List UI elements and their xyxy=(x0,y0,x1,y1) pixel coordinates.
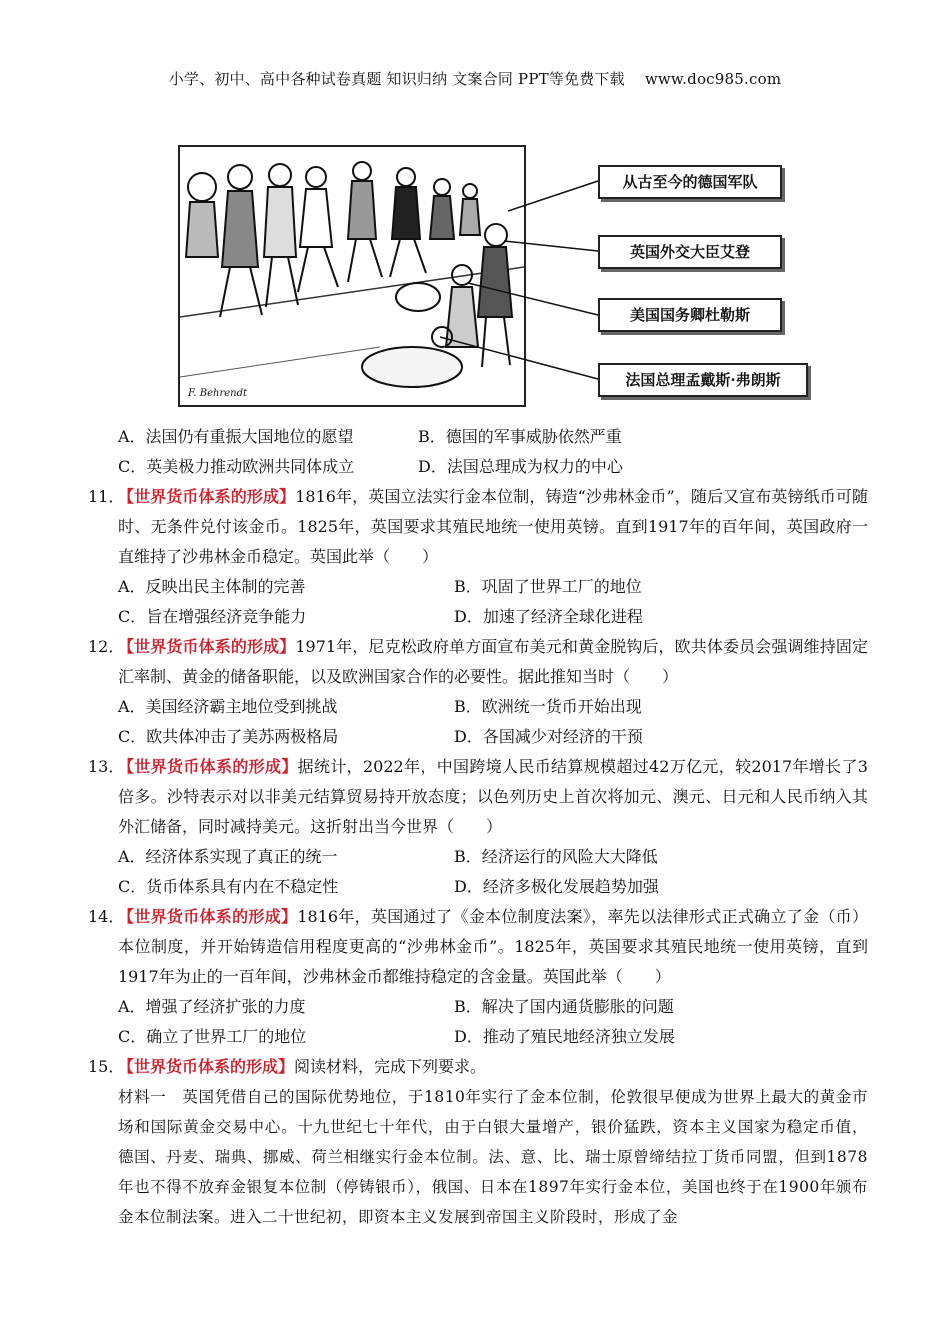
question-tag: 【世界货币体系的形成】 xyxy=(118,637,296,656)
q12-option-d[interactable]: D．各国减少对经济的干预 xyxy=(454,727,643,746)
question-tag: 【世界货币体系的形成】 xyxy=(118,757,298,776)
question-number: 13． xyxy=(88,757,125,776)
question-14 xyxy=(88,902,868,992)
callout-dulles: 美国国务卿杜勒斯 xyxy=(598,298,782,332)
question-number: 11． xyxy=(88,487,125,506)
q11-option-b[interactable]: B．巩固了世界工厂的地位 xyxy=(454,577,642,596)
q13-options-row2 xyxy=(88,872,868,902)
question-11 xyxy=(88,482,868,572)
q11-options-row1 xyxy=(88,572,868,602)
callout-mendes-france: 法国总理孟戴斯·弗朗斯 xyxy=(598,363,808,397)
q14-option-d[interactable]: D．推动了殖民地经济独立发展 xyxy=(454,1027,675,1046)
question-stem: 1816年，英国立法实行金本位制，铸造“沙弗林金币”，随后又宣布英镑纸币可随时、无条件兑付该金币。1825年，英国要求其殖民地统一使用英镑。直到1917年的百年间，英国政府一直维持了沙弗林金币稳定。英国此举（ ） xyxy=(118,487,868,566)
q13-option-a[interactable]: A．经济体系实现了真正的统一 xyxy=(118,847,338,866)
q11-options-row2 xyxy=(88,602,868,632)
material-one: 材料一 英国凭借自己的国际优势地位，于1810年实行了金本位制，伦敦很早便成为世界上最大的黄金市场和国际黄金交易中心。十九世纪七十年代，由于白银大量增产，银价猛跌，资本主义国家为稳定币值，德国、丹麦、瑞典、挪威、荷兰相继实行金本位制。法、意、比、瑞士原曾缔结拉丁货币同盟，但到1878年也不得不放弃金银复本位制（停铸银币），俄国、日本在1897年实行金本位，美国也终于在1900年颁布金本位制法案。进入二十世纪初，即资本主义发展到帝国主义阶段时，形成了金 xyxy=(118,1088,868,1226)
q11-option-c[interactable]: C．旨在增强经济竞争能力 xyxy=(118,607,307,626)
q12-option-b[interactable]: B．欧洲统一货币开始出现 xyxy=(454,697,642,716)
question-number: 12． xyxy=(88,637,125,656)
q12-options-row2 xyxy=(88,722,868,752)
question-stem: 1971年，尼克松政府单方面宣布美元和黄金脱钩后，欧共体委员会强调维持固定汇率制、黄金的储备职能，以及欧洲国家合作的必要性。据此推知当时（ ） xyxy=(118,637,868,686)
question-tag: 【世界货币体系的形成】 xyxy=(118,907,298,926)
q14-options-row2 xyxy=(88,1022,868,1052)
q12-option-c[interactable]: C．欧共体冲击了美苏两极格局 xyxy=(118,727,339,746)
q10-option-d[interactable]: D．法国总理成为权力的中心 xyxy=(418,457,623,476)
q13-option-b[interactable]: B．经济运行的风险大大降低 xyxy=(454,847,658,866)
cartoon-signature: F. Behrendt xyxy=(188,388,248,399)
q12-option-a[interactable]: A．美国经济霸主地位受到挑战 xyxy=(118,697,338,716)
question-tag: 【世界货币体系的形成】 xyxy=(118,1057,295,1076)
q14-option-c[interactable]: C．确立了世界工厂的地位 xyxy=(118,1027,307,1046)
q10-option-c[interactable]: C．英美极力推动欧洲共同体成立 xyxy=(118,457,355,476)
q14-option-b[interactable]: B．解决了国内通货膨胀的问题 xyxy=(454,997,674,1016)
callout-german-army: 从古至今的德国军队 xyxy=(598,165,782,199)
q13-options-row1 xyxy=(88,842,868,872)
question-stem: 阅读材料，完成下列要求。 xyxy=(294,1057,487,1076)
cartoon-figure xyxy=(178,145,810,407)
q13-option-c[interactable]: C．货币体系具有内在不稳定性 xyxy=(118,877,339,896)
q10-option-a[interactable]: A．法国仍有重振大国地位的愿望 xyxy=(118,427,354,446)
question-12 xyxy=(88,632,868,692)
q13-option-d[interactable]: D．经济多极化发展趋势加强 xyxy=(454,877,659,896)
q10-options-row2 xyxy=(88,452,868,482)
question-13 xyxy=(88,752,868,842)
question-15 xyxy=(88,1052,868,1082)
q10-options-row1 xyxy=(88,422,868,452)
cartoon-drawing xyxy=(180,147,524,405)
question-stem: 据统计，2022年，中国跨境人民币结算规模超过42万亿元，较2017年增长了3倍多。沙特表示对以非美元结算贸易持开放态度；以色列历史上首次将加元、澳元、日元和人民币纳入其外汇储备，同时减持美元。这折射出当今世界（ ） xyxy=(118,757,868,836)
question-stem: 1816年，英国通过了《金本位制度法案》，率先以法律形式正式确立了金（币）本位制度，并开始铸造信用程度更高的“沙弗林金币”。1825年，英国要求其殖民地统一使用英镑，直到1917年为止的一百年间，沙弗林金币都维持稳定的含金量。英国此举（ ） xyxy=(118,907,868,986)
political-cartoon xyxy=(178,145,526,407)
question-tag: 【世界货币体系的形成】 xyxy=(118,487,296,506)
q11-option-d[interactable]: D．加速了经济全球化进程 xyxy=(454,607,643,626)
q14-option-a[interactable]: A．增强了经济扩张的力度 xyxy=(118,997,306,1016)
page-header xyxy=(0,68,950,89)
callout-eden: 英国外交大臣艾登 xyxy=(598,235,782,269)
header-site: www.doc985.com xyxy=(644,70,782,88)
question-number: 14． xyxy=(88,907,125,926)
question-number: 15． xyxy=(88,1057,125,1076)
q11-option-a[interactable]: A．反映出民主体制的完善 xyxy=(118,577,306,596)
q14-options-row1 xyxy=(88,992,868,1022)
question-content xyxy=(88,422,868,1232)
header-text: 小学、初中、高中各种试卷真题 知识归纳 文案合同 PPT等免费下载 xyxy=(168,70,625,88)
q12-options-row1 xyxy=(88,692,868,722)
q10-option-b[interactable]: B．德国的军事威胁依然严重 xyxy=(418,427,622,446)
